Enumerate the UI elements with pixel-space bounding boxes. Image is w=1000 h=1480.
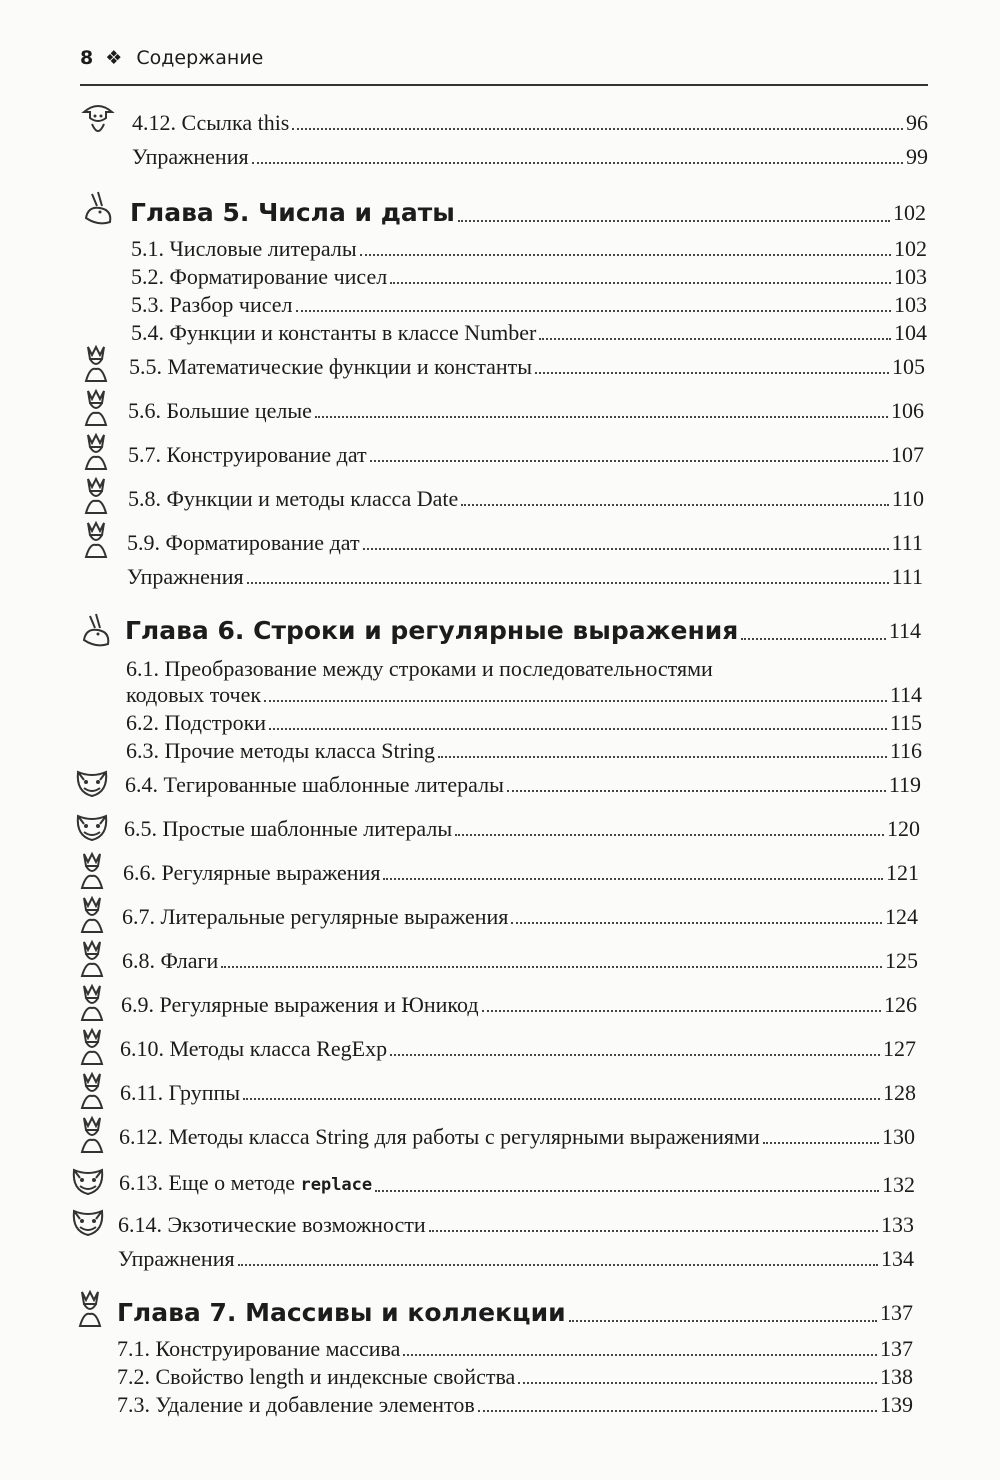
cheshire-cat-icon <box>72 806 112 846</box>
jester-icon <box>72 1026 112 1066</box>
page-number: 8 <box>80 47 94 69</box>
toc-entry[interactable]: 4.12. Ссылка this 96 <box>132 110 928 135</box>
toc-entry[interactable]: 6.7. Литеральные регулярные выражения 124 <box>122 904 918 929</box>
rabbit-icon <box>76 610 116 650</box>
jester-icon <box>76 475 116 515</box>
toc-entry[interactable]: 6.12. Методы класса String для работы с регулярными выражениями 130 <box>119 1124 915 1149</box>
toc-entry[interactable]: 5.1. Числовые литералы 102 <box>131 236 927 261</box>
toc-entry[interactable]: 5.3. Разбор чисел 103 <box>131 292 927 317</box>
toc-entry[interactable]: 7.2. Свойство length и индексные свойства 138 <box>117 1364 913 1389</box>
dot-leader <box>292 128 903 130</box>
jester-icon <box>72 850 112 890</box>
jester-icon <box>76 343 116 383</box>
dot-leader <box>390 1054 880 1056</box>
dot-leader <box>482 1010 881 1012</box>
dot-leader <box>438 756 887 758</box>
dot-leader <box>458 220 890 222</box>
toc-chapter[interactable]: Глава 5. Числа и даты 102 <box>130 198 926 227</box>
dot-leader <box>363 548 889 550</box>
dot-leader <box>264 700 887 702</box>
toc-entry[interactable]: 6.10. Методы класса RegExp 127 <box>120 1036 916 1061</box>
toc-entry[interactable]: 6.4. Тегированные шаблонные литералы 119 <box>125 772 921 797</box>
toc-entry[interactable]: кодовых точек 114 <box>126 682 922 707</box>
toc-entry[interactable]: 6.6. Регулярные выражения 121 <box>123 860 919 885</box>
dot-leader <box>221 966 882 968</box>
toc-entry[interactable]: 5.7. Конструирование дат 107 <box>128 442 924 467</box>
dot-leader <box>383 878 883 880</box>
dot-leader <box>569 1320 877 1322</box>
dot-leader <box>360 254 891 256</box>
toc-entry[interactable]: 6.11. Группы 128 <box>120 1080 916 1105</box>
jester-icon <box>72 1070 112 1110</box>
toc-entry[interactable]: 6.5. Простые шаблонные литералы 120 <box>124 816 920 841</box>
rabbit-icon <box>78 188 118 228</box>
toc-entry[interactable]: 5.4. Функции и константы в классе Number 104 <box>131 320 927 345</box>
dot-leader <box>741 638 886 640</box>
dot-leader <box>535 372 889 374</box>
cowboy-icon <box>78 98 118 138</box>
toc-entry[interactable]: Упражнения 134 <box>118 1246 914 1271</box>
dot-leader <box>252 162 903 164</box>
dot-leader <box>539 338 891 340</box>
dot-leader <box>461 504 889 506</box>
toc-entry[interactable]: 7.3. Удаление и добавление элементов 139 <box>117 1392 913 1417</box>
dot-leader <box>315 416 888 418</box>
dot-leader <box>243 1098 880 1100</box>
cheshire-cat-icon <box>72 762 112 802</box>
dot-leader <box>511 922 882 924</box>
jester-icon <box>72 1114 112 1154</box>
dot-leader <box>296 310 892 312</box>
dot-leader <box>370 460 888 462</box>
toc-entry[interactable]: 5.6. Большие целые 106 <box>128 398 924 423</box>
toc-entry[interactable]: 5.5. Математические функции и константы 105 <box>129 354 925 379</box>
jester-icon <box>72 894 112 934</box>
jester-icon <box>76 519 116 559</box>
toc-entry[interactable]: Упражнения 111 <box>127 564 923 589</box>
dot-leader <box>518 1382 877 1384</box>
toc-entry[interactable]: 6.8. Флаги 125 <box>122 948 918 973</box>
toc-entry-first-line[interactable]: 6.1. Преобразование между строками и последовательностями <box>126 656 713 681</box>
jester-icon <box>72 982 112 1022</box>
toc-entry[interactable]: 7.1. Конструирование массива 137 <box>117 1336 913 1361</box>
dot-leader <box>238 1264 878 1266</box>
toc-entry[interactable]: 5.2. Форматирование чисел 103 <box>131 264 927 289</box>
ornament-icon: ❖ <box>105 47 123 69</box>
dot-leader <box>269 728 887 730</box>
jester-icon <box>70 1288 110 1328</box>
dot-leader <box>507 790 886 792</box>
toc-entry[interactable]: 5.9. Форматирование дат 111 <box>127 530 923 555</box>
toc-entry[interactable]: Упражнения 99 <box>132 144 928 169</box>
header-title: Содержание <box>136 47 264 69</box>
toc-entry[interactable]: 6.3. Прочие методы класса String 116 <box>126 738 922 763</box>
toc-entry[interactable]: 6.13. Еще о методе replace 132 <box>119 1170 915 1197</box>
cheshire-cat-icon <box>68 1201 108 1241</box>
toc-chapter[interactable]: Глава 7. Массивы и коллекции 137 <box>117 1298 913 1327</box>
cheshire-cat-icon <box>68 1160 108 1200</box>
dot-leader <box>403 1354 877 1356</box>
jester-icon <box>72 938 112 978</box>
toc-entry[interactable]: 6.14. Экзотические возможности 133 <box>118 1212 914 1237</box>
code-replace: replace <box>300 1175 373 1195</box>
toc-entry[interactable]: 6.9. Регулярные выражения и Юникод 126 <box>121 992 917 1017</box>
jester-icon <box>76 431 116 471</box>
dot-leader <box>247 582 889 584</box>
dot-leader <box>429 1230 878 1232</box>
dot-leader <box>390 282 891 284</box>
toc-entry[interactable]: 6.2. Подстроки 115 <box>126 710 922 735</box>
dot-leader <box>478 1410 877 1412</box>
jester-icon <box>76 387 116 427</box>
dot-leader <box>375 1190 879 1192</box>
dot-leader <box>455 834 884 836</box>
toc-chapter[interactable]: Глава 6. Строки и регулярные выражения 114 <box>125 616 921 645</box>
toc-entry[interactable]: 5.8. Функции и методы класса Date 110 <box>128 486 924 511</box>
dot-leader <box>763 1142 879 1144</box>
